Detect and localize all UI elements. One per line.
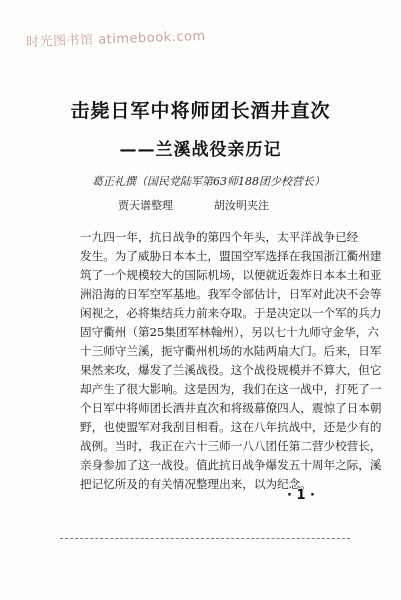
body-line: 闲视之，必将集结兵力前来夺取。于是决定以一个军的兵力 xyxy=(80,306,382,320)
body-line: 筑了一个规模较大的国际机场，以便就近轰炸日本本土和亚 xyxy=(80,268,382,282)
site-watermark: 时光图书馆 atimebook.com xyxy=(25,28,206,51)
author-line: 葛正礼撰（国民党陆军第63师188团少校营长） xyxy=(92,175,325,188)
body-line: 发生。为了威胁日本本土，盟国空军选择在我国浙江衢州建 xyxy=(80,249,382,263)
body-line: 把记忆所及的有关情况整理出来，以为纪念。 xyxy=(80,477,312,491)
annotator-credit: 胡汝明夹注 xyxy=(214,199,269,212)
body-line: 果然来攻，爆发了兰溪战役。这个战役规模并不算大，但它 xyxy=(80,363,382,377)
scan-edge-divider xyxy=(60,538,350,539)
body-line: 野，也使盟军对我刮目相看。这在八年抗战中，还是少有的 xyxy=(80,420,382,434)
editor-credit: 贾天谱整理 xyxy=(118,199,173,212)
body-line: 却产生了很大影响。这是因为，我们在这一战中，打死了一 xyxy=(80,382,382,396)
page-number: · 1 · xyxy=(287,488,315,503)
article-subtitle: ——兰溪战役亲历记 xyxy=(119,140,282,160)
body-line: 一九四一年，抗日战争的第四个年头，太平洋战争已经 xyxy=(80,230,359,244)
body-line: 战例。当时，我正在六十三师一八八团任第二营少校营长， xyxy=(80,439,382,453)
body-line: 十三师守兰溪，扼守衢州机场的水陆两扇大门。后来，日军 xyxy=(80,344,382,358)
body-line: 个日军中将师团长酒井直次和将级幕僚四人，震惊了日本朝 xyxy=(80,401,382,415)
body-line: 洲沿海的日军空军基地。我军令部估计，日军对此决不会等 xyxy=(80,287,382,301)
article-title: 击毙日军中将师团长酒井直次 xyxy=(70,100,331,122)
article-body xyxy=(80,228,382,494)
body-line: 亲身参加了这一战役。值此抗日战争爆发五十周年之际，溪 xyxy=(80,458,382,472)
body-line: 固守衢州（第25集团军林翰州），另以七十九师守金华，六 xyxy=(80,325,379,339)
